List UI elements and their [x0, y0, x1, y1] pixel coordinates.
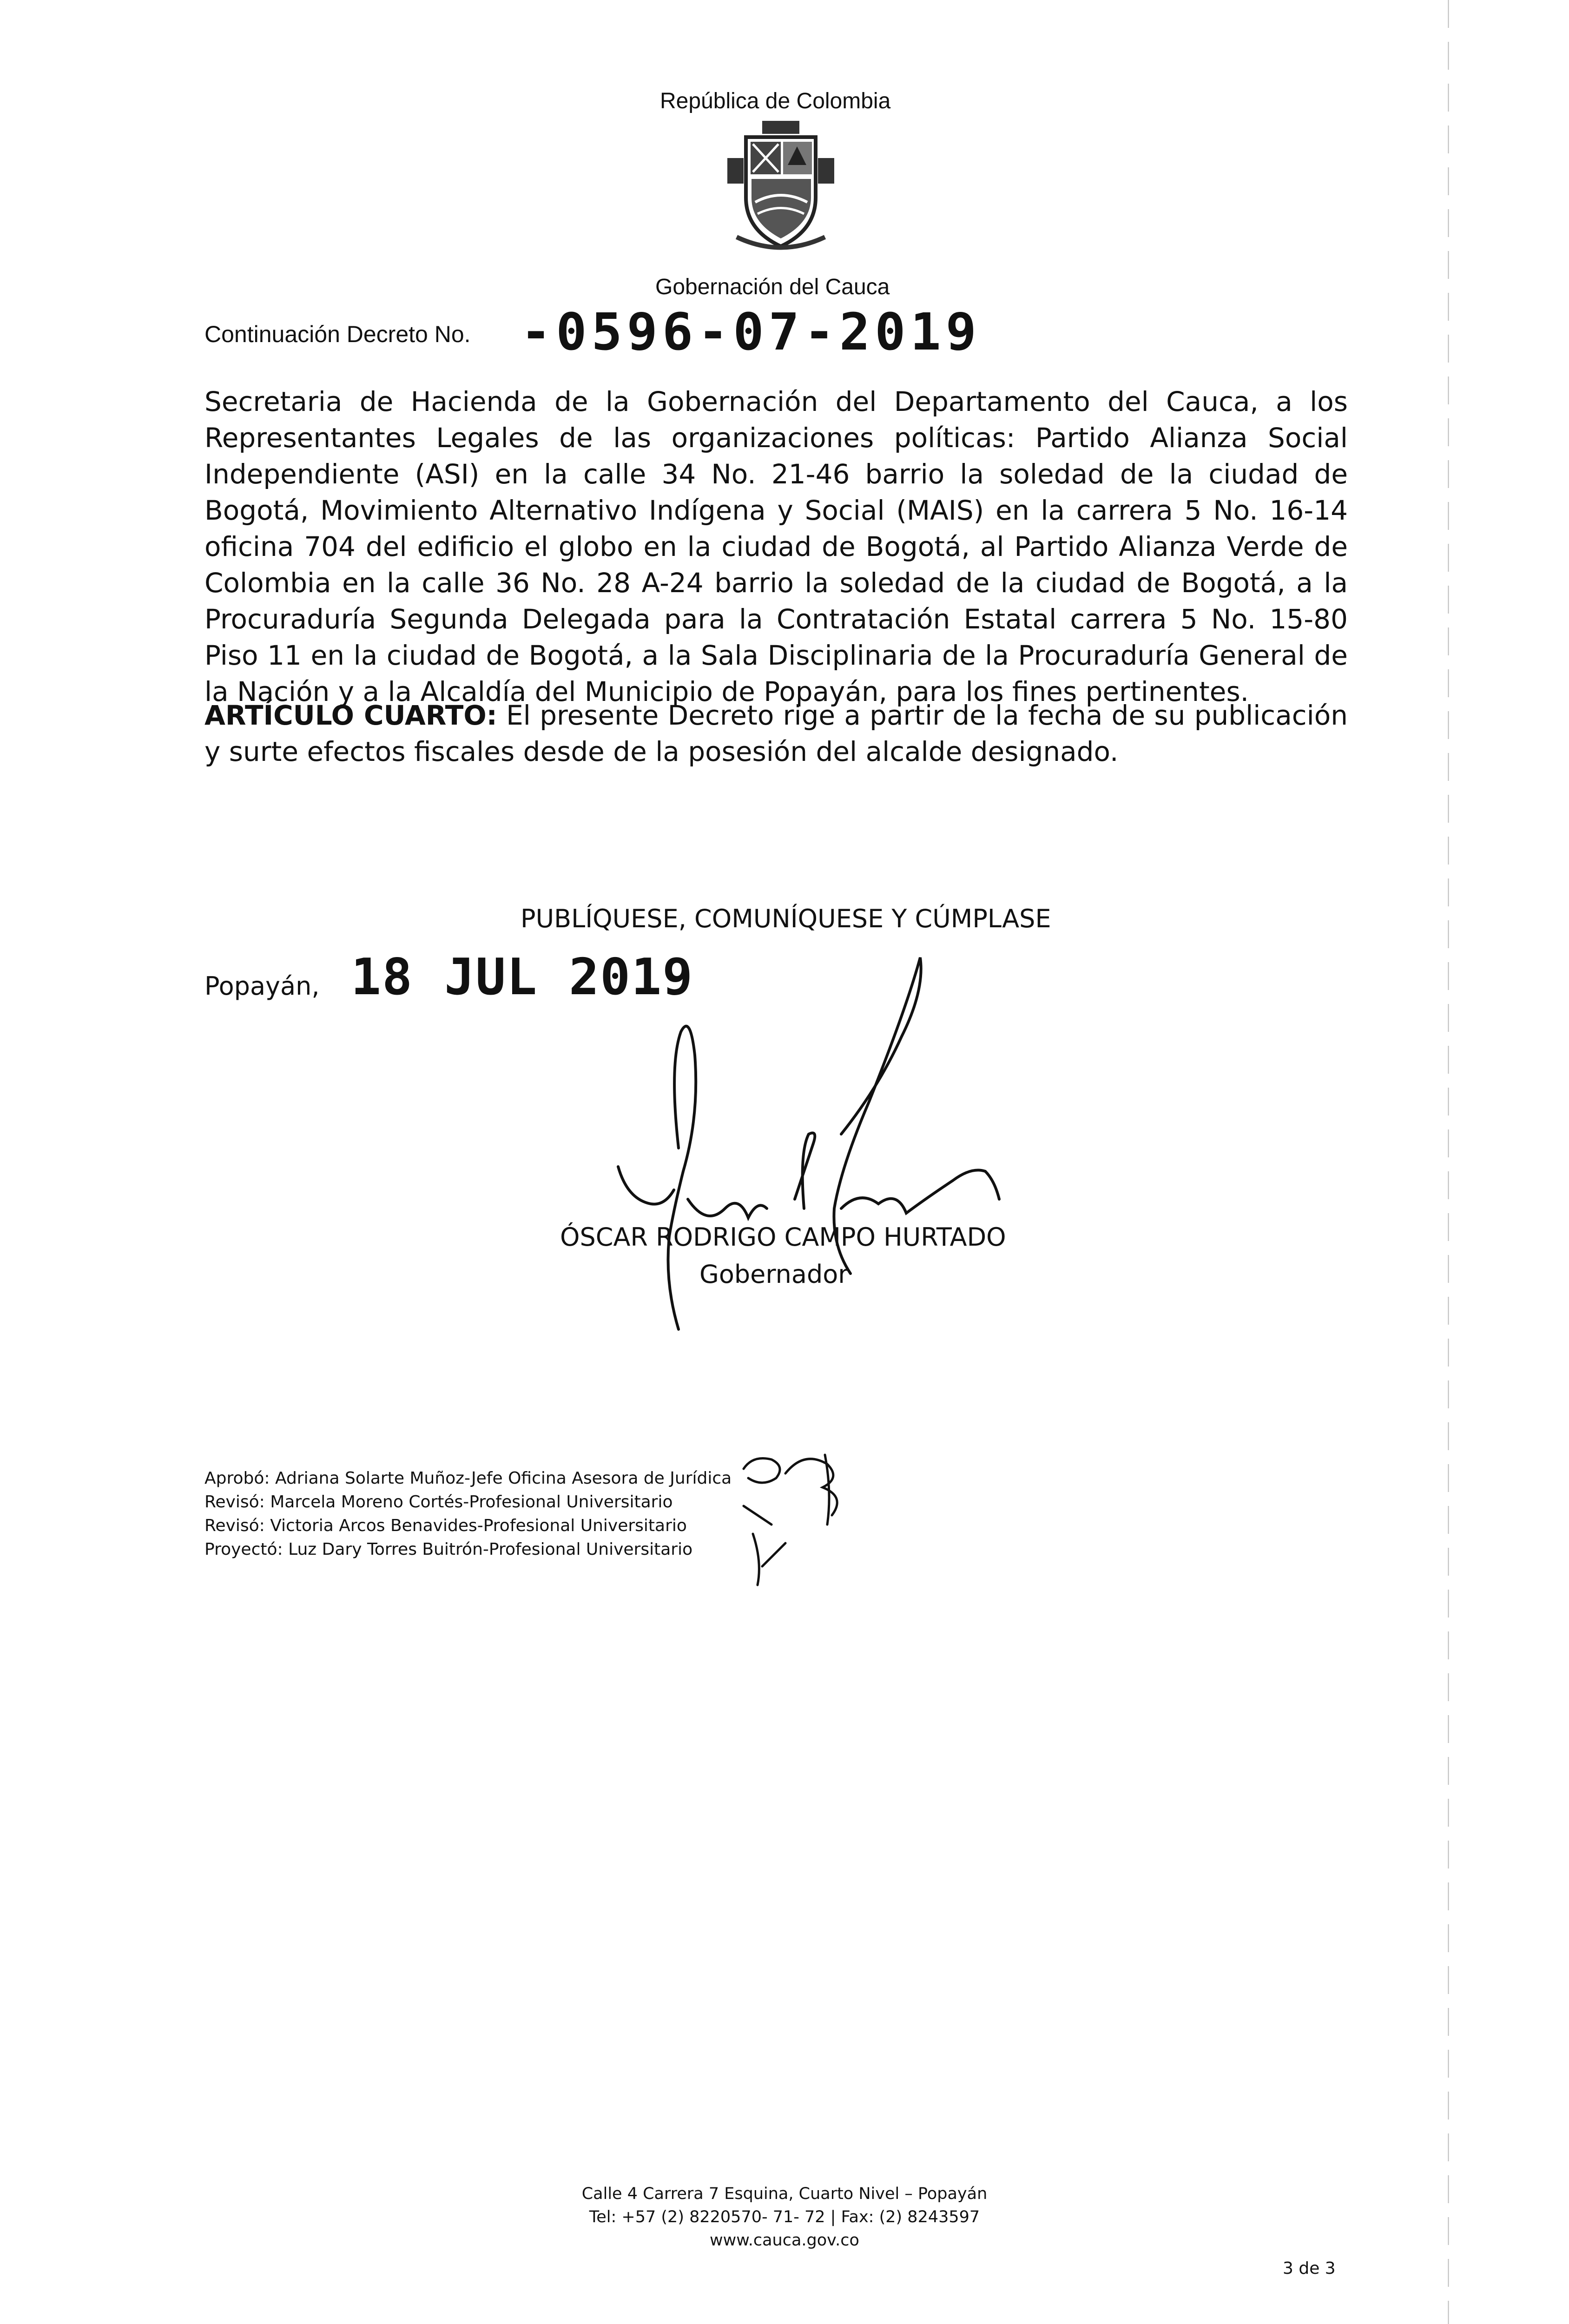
approval-line: Proyectó: Luz Dary Torres Buitrón-Profesional Universitario — [204, 1540, 693, 1559]
footer-address: Calle 4 Carrera 7 Esquina, Cuarto Nivel – Popayán — [581, 2185, 988, 2203]
body-paragraph: Secretaria de Hacienda de la Gobernación del Departamento del Cauca, a los Representantes Legales de las organizaciones políticas: Partido Alianza Social Independiente (ASI) en la calle 34 No. 21-46 barrio la soledad de la ciudad de Bogotá, Movimiento Alternativo Indígena y Social (MAIS) en la carrera 5 No. 16-14 oficina 704 del edificio el globo en la ciudad de Bogotá, al Partido Alianza Verde de Colombia en la calle 36 No. 28 A-24 barrio la soledad de la ciudad de Bogotá, a la Procuraduría Segunda Delegada para la Contratación Estatal carrera 5 No. 15-80 Piso 11 en la ciudad de Bogotá, a la Sala Disciplinaria de la Procuraduría General de la Nación y a la Alcaldía del Municipio de Popayán, para los fines pertinentes. — [204, 386, 1348, 707]
approval-line: Revisó: Marcela Moreno Cortés-Profesional Universitario — [204, 1492, 673, 1512]
article-title: ARTÍCULO CUARTO: — [204, 700, 497, 731]
header-country: República de Colombia — [660, 89, 891, 113]
page-number: 3 de 3 — [1283, 2259, 1336, 2278]
place-label: Popayán, — [204, 971, 320, 1001]
approvals-list — [204, 1466, 732, 1561]
footer-contact — [0, 2182, 1569, 2252]
header-entity: Gobernación del Cauca — [655, 275, 890, 299]
initials-signature-icon — [734, 1446, 888, 1599]
coat-of-arms-icon — [718, 119, 844, 258]
article-four — [204, 697, 1348, 770]
scan-edge-line — [1448, 0, 1449, 2324]
approval-line: Revisó: Victoria Arcos Benavides-Profesional Universitario — [204, 1516, 687, 1535]
footer-website[interactable]: www.cauca.gov.co — [710, 2231, 859, 2250]
footer-phones: Tel: +57 (2) 8220570- 71- 72 | Fax: (2) 8243597 — [589, 2208, 980, 2226]
date-stamp: 18 JUL 2019 — [351, 948, 694, 1006]
signer-name: ÓSCAR RODRIGO CAMPO HURTADO — [560, 1222, 1006, 1252]
signer-role: Gobernador — [699, 1260, 849, 1289]
publication-formula: PUBLÍQUESE, COMUNÍQUESE Y CÚMPLASE — [521, 904, 1051, 933]
approval-line: Aprobó: Adriana Solarte Muñoz-Jefe Oficina Asesora de Jurídica — [204, 1469, 732, 1488]
decree-number: -0596-07-2019 — [521, 302, 981, 362]
article-text: El presente Decreto rige a partir de la fecha de su publicación y surte efectos fiscales desde de la posesión del alcalde designado. — [204, 700, 1348, 767]
decree-prefix: Continuación Decreto No. — [204, 321, 471, 347]
